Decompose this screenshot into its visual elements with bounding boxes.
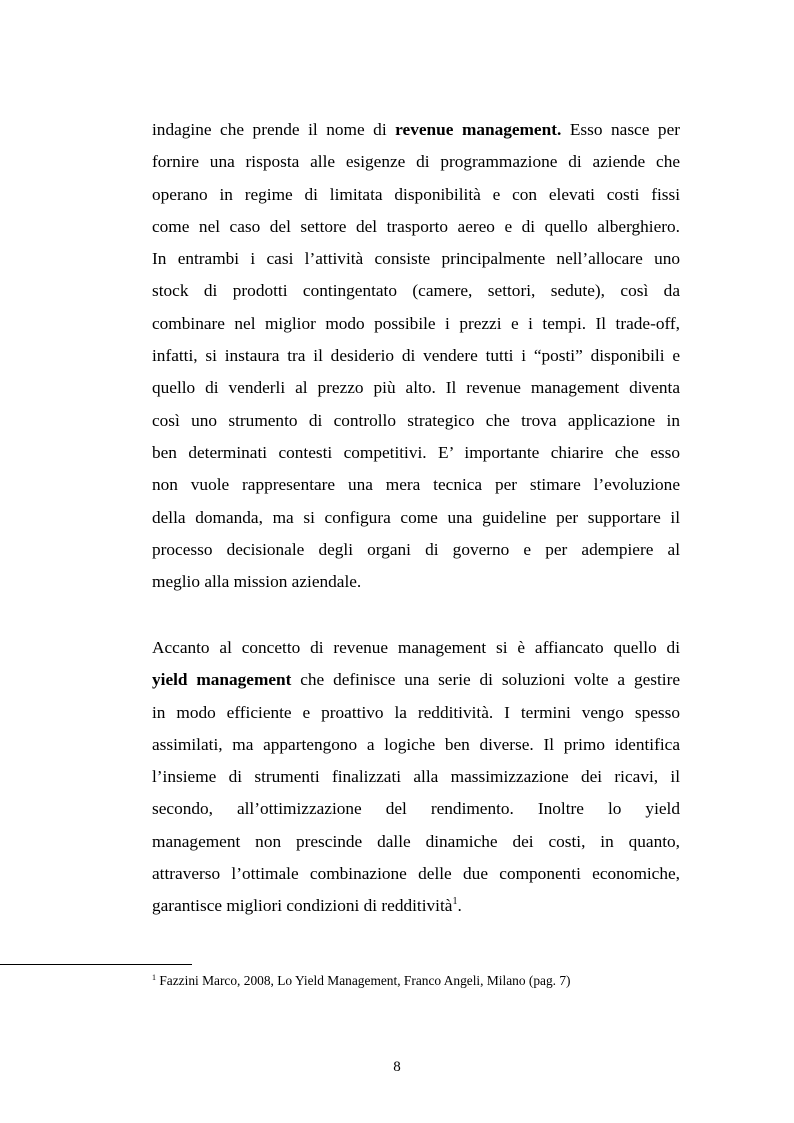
text-line: combinare nel miglior modo possibile i prezzi e i tempi. Il trade-off,: [152, 313, 680, 333]
text-line: attraverso l’ottimale combinazione delle due componenti economiche,: [152, 864, 680, 884]
text-line: l’insieme di strumenti finalizzati alla massimizzazione dei ricavi, il: [152, 767, 680, 787]
footnote-marker: 1: [152, 973, 156, 982]
paragraph-revenue-management: [152, 114, 680, 598]
text-line: quello di venderli al prezzo più alto. Il revenue management diventa: [152, 378, 680, 398]
text-line: assimilati, ma appartengono a logiche ben diverse. Il primo identifica: [152, 734, 680, 754]
text-line: della domanda, ma si configura come una guideline per supportare il: [152, 507, 680, 527]
text-line: [152, 114, 680, 146]
text-line: come nel caso del settore del trasporto aereo e di quello alberghiero.: [152, 216, 680, 236]
footnote-separator: [0, 964, 192, 965]
text-line: ben determinati contesti competitivi. E’ importante chiarire che esso: [152, 442, 680, 462]
text-line: non vuole rappresentare una mera tecnica per stimare l’evoluzione: [152, 475, 680, 495]
text-line: fornire una risposta alle esigenze di programmazione di aziende che: [152, 152, 680, 172]
text-line: [152, 664, 680, 696]
paragraph-yield-management: [152, 632, 680, 923]
text-run: che definisce una serie di soluzioni volte a gestire: [291, 670, 681, 690]
text-line: Accanto al concetto di revenue management si è affiancato quello di: [152, 638, 680, 657]
text-line: infatti, si instaura tra il desiderio di vendere tutti i “posti” disponibili e: [152, 346, 680, 366]
text-line: [152, 890, 680, 922]
page-number: 8: [393, 1059, 401, 1075]
text-line: In entrambi i casi l’attività consiste principalmente nell’allocare uno: [152, 249, 680, 269]
text-line: in modo efficiente e proattivo la redditività. I termini vengo spesso: [152, 702, 680, 722]
text-line: operano in regime di limitata disponibilità e con elevati costi fissi: [152, 184, 680, 204]
footnote-reference[interactable]: 1: [452, 896, 458, 908]
text-run: .: [457, 896, 462, 916]
term-revenue-management: revenue management.: [395, 120, 562, 139]
text-line: meglio alla mission aziendale.: [152, 572, 362, 592]
term-yield-management: yield management: [152, 670, 292, 690]
text-run: Esso nasce per: [561, 120, 680, 139]
footnote-text: Fazzini Marco, 2008, Lo Yield Management, Franco Angeli, Milano (pag. 7): [156, 973, 571, 988]
text-line: management non prescinde dalle dinamiche dei costi, in quanto,: [152, 831, 680, 851]
text-run: garantisce migliori condizioni di redditività: [152, 896, 453, 916]
text-run: indagine che prende il nome di: [152, 120, 396, 139]
footnote: [152, 972, 571, 990]
text-line: secondo, all’ottimizzazione del rendimento. Inoltre lo yield: [152, 799, 680, 819]
text-line: processo decisionale degli organi di governo e per adempiere al: [152, 539, 680, 559]
text-line: così uno strumento di controllo strategico che trova applicazione in: [152, 410, 680, 430]
text-line: stock di prodotti contingentato (camere, settori, sedute), così da: [152, 281, 680, 301]
